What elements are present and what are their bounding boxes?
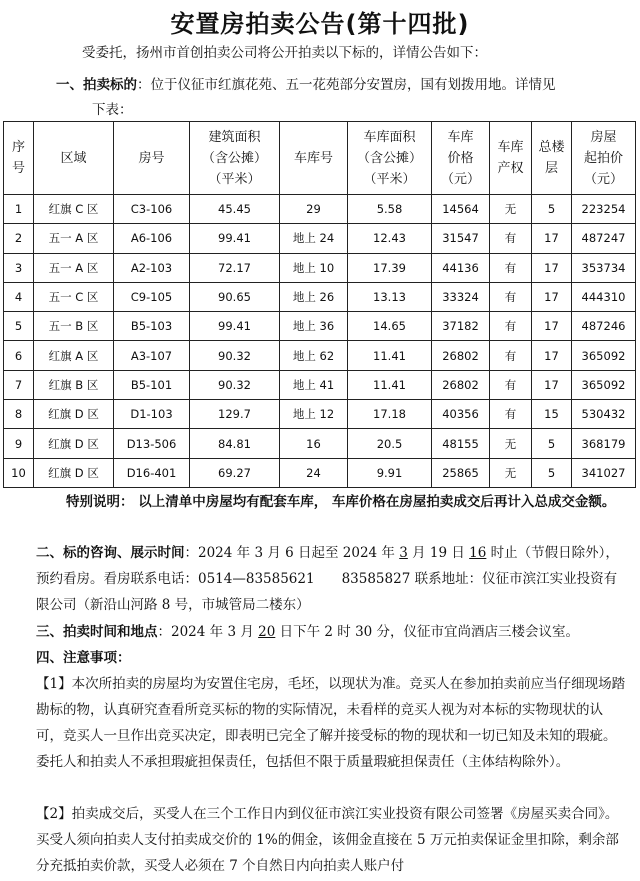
table-header-cell xyxy=(190,122,280,195)
table-cell: 90.32 xyxy=(190,370,280,399)
table-cell: 地上 36 xyxy=(280,312,348,341)
table-cell: 353734 xyxy=(572,253,636,282)
header-line: 车库号 xyxy=(293,150,333,166)
header-line: （含公摊） xyxy=(356,150,422,166)
table-body xyxy=(4,195,636,488)
header-line: 车库 xyxy=(497,140,524,155)
table-cell: 341027 xyxy=(572,458,636,487)
auction-day: 20 xyxy=(258,624,276,640)
table-cell: 5 xyxy=(4,312,34,341)
table-cell: B5-103 xyxy=(114,312,190,341)
table-cell: 365092 xyxy=(572,341,636,370)
table-cell: 365092 xyxy=(572,370,636,399)
table-cell: 44136 xyxy=(432,253,490,282)
table-cell: 无 xyxy=(490,195,532,224)
table-cell: D1-103 xyxy=(114,400,190,429)
table-header-cell xyxy=(114,122,190,195)
table-cell: 14564 xyxy=(432,195,490,224)
header-line: 车库 xyxy=(447,129,474,145)
table-cell: 487246 xyxy=(572,312,636,341)
table-cell: A6-106 xyxy=(114,224,190,253)
table-row xyxy=(4,253,636,282)
table-cell: 红旗 A 区 xyxy=(34,341,114,370)
table-cell: 26802 xyxy=(432,341,490,370)
table-cell: 有 xyxy=(490,370,532,399)
table-cell: D16-401 xyxy=(114,458,190,487)
lot-label: 一、拍卖标的 xyxy=(56,77,137,93)
table-cell: 有 xyxy=(490,312,532,341)
section-auction-time-label: 三、拍卖时间和地点 xyxy=(36,624,158,640)
header-line: （平米） xyxy=(363,171,416,187)
table-cell: 530432 xyxy=(572,400,636,429)
table-cell: 有 xyxy=(490,400,532,429)
note-1: 【1】本次所拍卖的房屋均为安置住宅房，毛坯，以现状为准。竞买人在参加拍卖前应当仔细现场踏勘标的物，认真研究查看所竞买标的物的实际情况，未看样的竞买人视为对本标的实物现状的认可，竞买人一旦作出竞买决定，即表明已完全了解并接受标的物的现状和一切已知及未知的瑕疵。委托人和拍卖人不承担瑕疵担保责任，包括但不限于质量瑕疵担保责任（主体结构除外）。 xyxy=(36,676,626,770)
table-cell: 红旗 C 区 xyxy=(34,195,114,224)
table-cell: 红旗 D 区 xyxy=(34,429,114,458)
table-cell: 13.13 xyxy=(348,282,432,311)
table-row xyxy=(4,429,636,458)
table-cell: 20.5 xyxy=(348,429,432,458)
table-cell: 24 xyxy=(280,458,348,487)
table-row xyxy=(4,312,636,341)
table-cell: C9-105 xyxy=(114,282,190,311)
table-cell: 2 xyxy=(4,224,34,253)
header-line: 层 xyxy=(544,161,558,176)
table-header-cell xyxy=(348,122,432,195)
table-cell: 五一 A 区 xyxy=(34,224,114,253)
table-header-row xyxy=(4,122,636,195)
table-cell: 9.91 xyxy=(348,458,432,487)
table-cell: 90.65 xyxy=(190,282,280,311)
table-cell: 地上 26 xyxy=(280,282,348,311)
table-cell: 17.39 xyxy=(348,253,432,282)
header-line: （元） xyxy=(583,171,623,187)
header-line: 房号 xyxy=(138,150,165,166)
table-header-cell xyxy=(532,122,572,195)
header-line: 序 xyxy=(11,140,25,155)
table-cell: 17.18 xyxy=(348,400,432,429)
table-cell: 48155 xyxy=(432,429,490,458)
table-cell: 五一 B 区 xyxy=(34,312,114,341)
lots-table xyxy=(3,121,636,488)
lot-text: ：位于仪征市红旗花苑、五一花苑部分安置房，国有划拨用地。详情见 xyxy=(137,77,556,93)
table-cell: 5 xyxy=(532,195,572,224)
inspection-end-hour: 16 xyxy=(469,545,487,561)
table-cell: 红旗 D 区 xyxy=(34,400,114,429)
header-line: （元） xyxy=(440,171,480,187)
table-cell: 9 xyxy=(4,429,34,458)
table-cell: 11.41 xyxy=(348,341,432,370)
table-row xyxy=(4,195,636,224)
header-line: （平米） xyxy=(208,171,261,187)
lot-line xyxy=(56,73,616,98)
table-cell: 5 xyxy=(532,429,572,458)
table-cell: 17 xyxy=(532,224,572,253)
table-cell: A3-107 xyxy=(114,341,190,370)
table-cell: B5-101 xyxy=(114,370,190,399)
table-cell: 4 xyxy=(4,282,34,311)
special-note: 特别说明： 以上清单中房屋均有配套车库， 车库价格在房屋拍卖成交后再计入总成交金额。 xyxy=(66,494,616,510)
table-cell: 5.58 xyxy=(348,195,432,224)
table-header-cell xyxy=(432,122,490,195)
table-cell: 无 xyxy=(490,458,532,487)
table-cell: 17 xyxy=(532,253,572,282)
table-cell: 红旗 D 区 xyxy=(34,458,114,487)
table-cell: 有 xyxy=(490,282,532,311)
table-row xyxy=(4,370,636,399)
table-cell: 10 xyxy=(4,458,34,487)
header-line: 房屋 xyxy=(590,129,617,145)
table-cell: 地上 10 xyxy=(280,253,348,282)
table-cell: 40356 xyxy=(432,400,490,429)
table-cell: 17 xyxy=(532,282,572,311)
table-row xyxy=(4,282,636,311)
table-row xyxy=(4,224,636,253)
table-cell: 444310 xyxy=(572,282,636,311)
table-header-cell xyxy=(4,122,34,195)
table-cell: 7 xyxy=(4,370,34,399)
table-row xyxy=(4,458,636,487)
section-auction-time: 三、拍卖时间和地点：2024 年 3 月 20 日下午 2 时 30 分，仪征市宜尚酒店三楼会议室。 xyxy=(36,624,580,640)
header-line: 区域 xyxy=(60,150,87,166)
table-cell: 15 xyxy=(532,400,572,429)
table-header-cell xyxy=(34,122,114,195)
header-line: 车库面积 xyxy=(363,129,416,145)
table-cell: 84.81 xyxy=(190,429,280,458)
table-row xyxy=(4,400,636,429)
table-cell: 8 xyxy=(4,400,34,429)
table-cell: 129.7 xyxy=(190,400,280,429)
table-cell: 红旗 B 区 xyxy=(34,370,114,399)
table-cell: 五一 A 区 xyxy=(34,253,114,282)
table-header-cell xyxy=(280,122,348,195)
table-cell: 17 xyxy=(532,312,572,341)
table-cell: 有 xyxy=(490,253,532,282)
section-notes-heading: 四、注意事项： xyxy=(36,650,131,666)
table-row xyxy=(4,341,636,370)
section-inspection: 二、标的咨询、展示时间：2024 年 3 月 6 日起至 2024 年 3 月 19 日 16 时止（节假日除外），预约看房。看房联系电话：0514—83585621 83585827 联系地址：仪征市滨江实业投资有限公司（新沿山河路 8 号，市城管局二楼东） xyxy=(36,545,619,613)
table-header-cell xyxy=(572,122,636,195)
table-cell: 11.41 xyxy=(348,370,432,399)
table-cell: 223254 xyxy=(572,195,636,224)
table-cell: 99.41 xyxy=(190,312,280,341)
table-cell: 1 xyxy=(4,195,34,224)
section-inspection-label: 二、标的咨询、展示时间 xyxy=(36,545,185,561)
table-cell: 地上 24 xyxy=(280,224,348,253)
table-cell: 368179 xyxy=(572,429,636,458)
table-cell: 5 xyxy=(532,458,572,487)
header-line: 产权 xyxy=(497,161,524,176)
header-line: 价格 xyxy=(447,150,474,166)
table-cell: 地上 12 xyxy=(280,400,348,429)
table-cell: 17 xyxy=(532,341,572,370)
header-line: 号 xyxy=(11,161,25,176)
table-header-cell xyxy=(490,122,532,195)
header-line: 建筑面积 xyxy=(208,129,261,145)
table-cell: 29 xyxy=(280,195,348,224)
table-cell: 90.32 xyxy=(190,341,280,370)
header-line: 起拍价 xyxy=(583,150,623,166)
page-title: 安置房拍卖公告(第十四批) xyxy=(170,10,470,38)
table-cell: 99.41 xyxy=(190,224,280,253)
table-cell: 12.43 xyxy=(348,224,432,253)
table-cell: 14.65 xyxy=(348,312,432,341)
table-cell: 地上 62 xyxy=(280,341,348,370)
table-cell: A2-103 xyxy=(114,253,190,282)
table-cell: 37182 xyxy=(432,312,490,341)
table-cell: 17 xyxy=(532,370,572,399)
intro-text: 受委托，扬州市首创拍卖公司将公开拍卖以下标的，详情公告如下： xyxy=(82,45,487,61)
table-cell: 25865 xyxy=(432,458,490,487)
table-cell: 69.27 xyxy=(190,458,280,487)
table-cell: 五一 C 区 xyxy=(34,282,114,311)
table-cell: 无 xyxy=(490,429,532,458)
header-line: （含公摊） xyxy=(201,150,267,166)
note-2: 【2】拍卖成交后，买受人在三个工作日内到仪征市滨江实业投资有限公司签署《房屋买卖合同》。买受人须向拍卖人支付拍卖成交价的 1%的佣金，该佣金直接在 5 万元拍卖保证金里扣除，剩余部分充抵拍卖价款，买受人必须在 7 个自然日内向拍卖人账户付 xyxy=(36,806,619,874)
table-cell: 33324 xyxy=(432,282,490,311)
table-cell: 有 xyxy=(490,224,532,253)
table-cell: C3-106 xyxy=(114,195,190,224)
lot-line-continued: 下表： xyxy=(92,102,133,118)
table-cell: 地上 41 xyxy=(280,370,348,399)
table-cell: 31547 xyxy=(432,224,490,253)
table-cell: 3 xyxy=(4,253,34,282)
inspection-end-month: 3 xyxy=(399,545,408,561)
lot-section xyxy=(56,73,616,123)
table-cell: 45.45 xyxy=(190,195,280,224)
header-line: 总楼 xyxy=(538,140,565,155)
table-cell: 16 xyxy=(280,429,348,458)
table-cell: 有 xyxy=(490,341,532,370)
table-cell: D13-506 xyxy=(114,429,190,458)
table-cell: 72.17 xyxy=(190,253,280,282)
table-cell: 6 xyxy=(4,341,34,370)
table-cell: 26802 xyxy=(432,370,490,399)
table-cell: 487247 xyxy=(572,224,636,253)
